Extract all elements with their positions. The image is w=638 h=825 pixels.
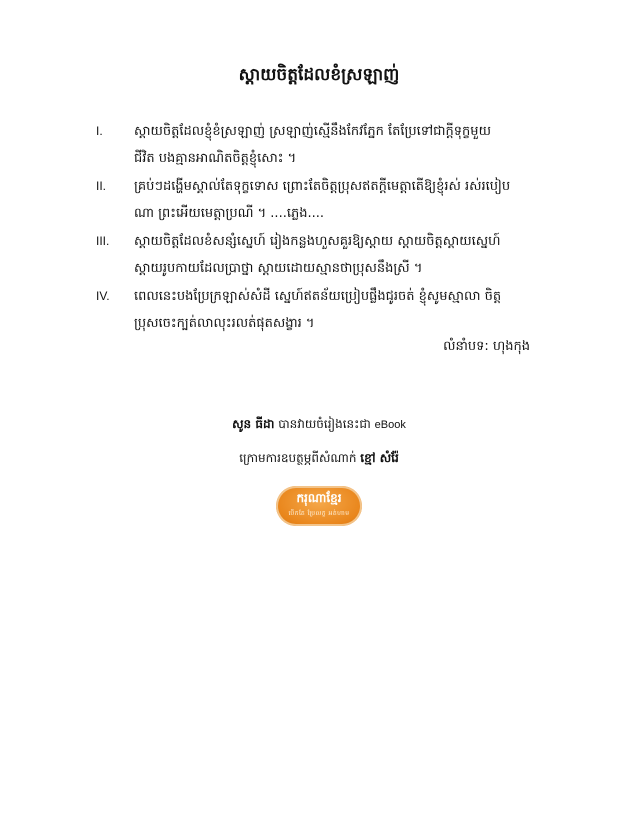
verse-line: ស្តាយចិត្តដែលខំសន្សំស្នេហ៍ រៀងកន្លងហួសគួរឱ្យស្តាយ ស្តាយចិត្តស្តាយស្នេហ៍	[134, 234, 501, 249]
verse-line: ពេលនេះបងប្រែក្រឡាស់សំដី ស្នេហ៍ឥតន័យប្រៀបផ្លឹងជូរចត់ ខ្ញុំសូមស្មាលា ចិត្ត	[134, 289, 502, 304]
verse-1	[96, 118, 546, 172]
verse-4	[96, 283, 546, 337]
verse-line: ស្តាយរូបកាយដែលប្រាថ្នា ស្តាយដោយស្មានថាប្រុសនឹងស្រី ។	[134, 261, 423, 276]
verse-3	[96, 228, 546, 282]
verse-number: IV.	[96, 289, 110, 303]
sponsor-credit	[0, 450, 638, 468]
verse-2	[96, 173, 546, 227]
sponsor-name: ខ្មៅ សំរ៉ែ	[360, 451, 399, 465]
typist-credit	[0, 416, 638, 434]
logo-title: ករុណាខ្មែរ	[296, 491, 342, 505]
verse-line: ប្រុសចេះក្បត់លាលុះរលត់ផុតសង្ខារ ។	[134, 316, 315, 331]
verse-line: ស្តាយចិត្តដែលខ្ញុំខំស្រឡាញ់ ស្រឡាញ់ស្មើនឹងកែវភ្នែក តែប្រែទៅជាក្តីទុក្ខមួយ	[134, 124, 491, 139]
karuna-khmer-logo	[276, 486, 362, 526]
melody-credit: លំនាំបទ: ហុងកុង	[443, 339, 530, 354]
verse-line: ណា ព្រះអើយមេត្តាប្រណី ។ ....ភ្លេង....	[134, 206, 324, 221]
typist-text: បានវាយចំរៀងនេះជា	[274, 417, 375, 431]
verse-number: III.	[96, 234, 110, 248]
verse-line: ជីវិត បងគ្មានអាណិតចិត្តខ្ញុំសោះ ។	[134, 151, 297, 166]
verse-line: គ្រប់ៗដង្ហើមស្គាល់តែទុក្ខទោស ព្រោះតែចិត្តប្រុសឥតក្តីមេត្តាតើឱ្យខ្ញុំរស់ រស់របៀប	[134, 179, 511, 194]
song-title: ស្តាយចិត្តដែលខំស្រឡាញ់	[238, 65, 400, 85]
verse-list	[96, 118, 546, 338]
logo-subtitle: បើកតែ ប្រែលក្ខ អត់ហាម	[288, 510, 350, 517]
typist-name: សូន ធីដា	[232, 417, 275, 431]
sponsor-text: ក្រោមការឧបត្ថម្ភពីសំណាក់	[239, 451, 361, 465]
ebook-label: eBook	[374, 419, 406, 431]
verse-number: II.	[96, 179, 107, 193]
verse-number: I.	[96, 124, 103, 138]
